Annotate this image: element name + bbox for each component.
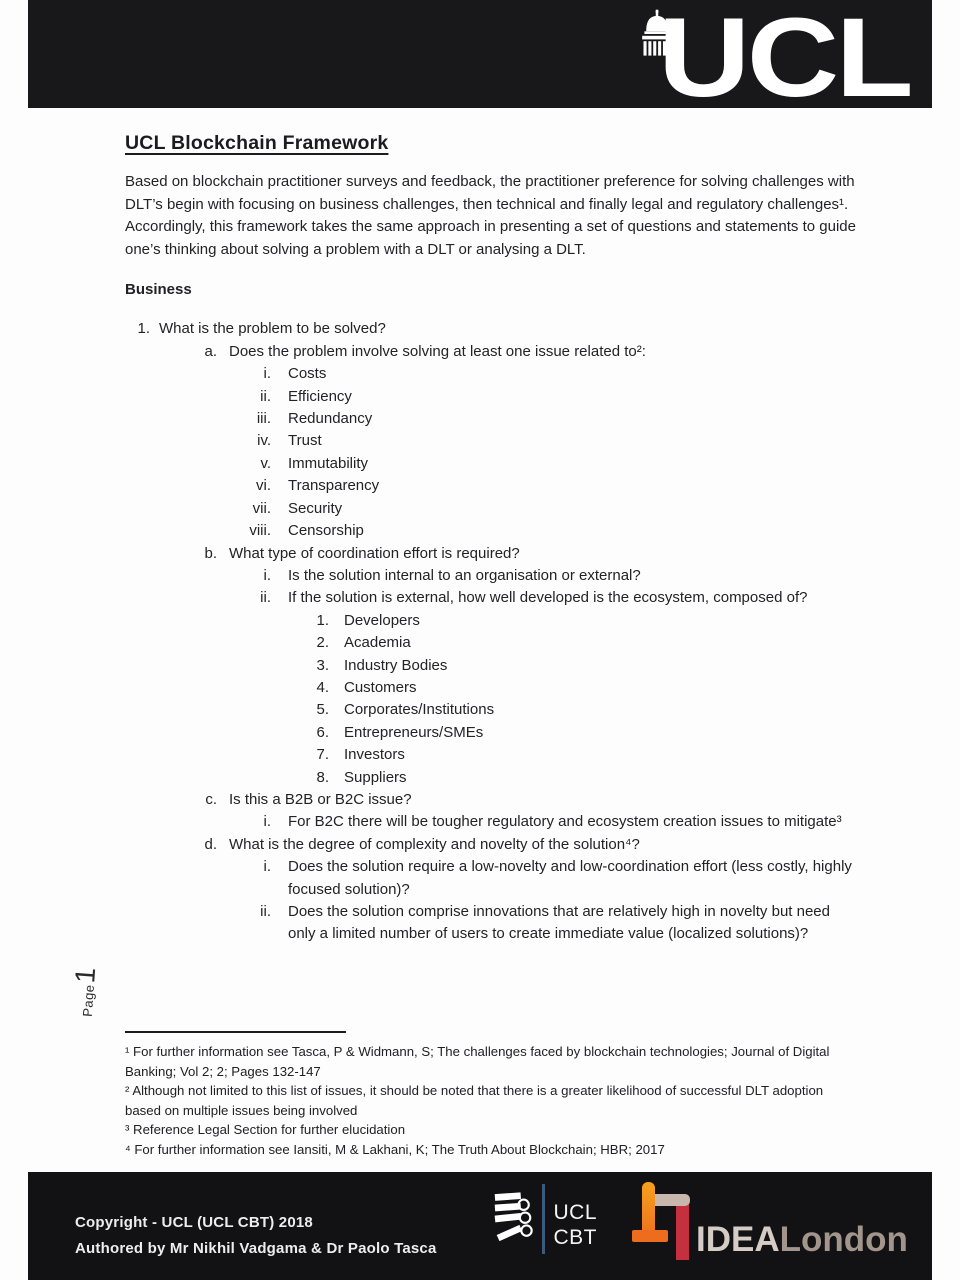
footnote xyxy=(125,1120,839,1140)
page-number-value: 1 xyxy=(68,966,101,985)
list-item xyxy=(125,587,860,609)
list-item-text: Customers xyxy=(344,678,417,696)
footnote-text: ¹ For further information see Tasca, P & Widmann, S; The challenges faced by blockchain technologies; Journal of Digital Banking; Vol 2; 2; Pages 132-147 xyxy=(125,1044,830,1079)
list-item xyxy=(125,632,860,654)
document-body xyxy=(125,108,860,946)
list-item-marker: b. xyxy=(204,544,217,562)
list-item-marker: ii. xyxy=(260,589,271,607)
list-item-marker: vii. xyxy=(252,499,271,517)
list-item-marker: 1. xyxy=(316,611,329,629)
list-item xyxy=(125,543,860,565)
list-item-text: Costs xyxy=(288,365,327,383)
list-item xyxy=(125,565,860,587)
footnote-text: ³ Reference Legal Section for further elucidation xyxy=(125,1122,406,1138)
list-item-marker: 4. xyxy=(316,678,329,696)
footnote-separator xyxy=(125,1031,346,1033)
list-item-text: Immutability xyxy=(288,454,369,472)
list-item-marker: vi. xyxy=(256,477,271,495)
list-item-marker: 8. xyxy=(316,768,329,786)
section-heading-business: Business xyxy=(125,281,192,299)
list-item-text: Trust xyxy=(288,432,322,450)
list-item-marker: a. xyxy=(204,342,217,360)
list-item xyxy=(125,386,860,408)
list-item xyxy=(125,610,860,632)
footnote xyxy=(125,1042,839,1081)
footnote xyxy=(125,1081,839,1120)
list-item-marker: 1. xyxy=(137,320,150,338)
cbt-logo-line1: UCL xyxy=(553,1201,598,1224)
list-item xyxy=(125,834,860,856)
list-item-marker: i. xyxy=(263,813,271,831)
footnote-list xyxy=(125,1042,839,1160)
copyright-line1: Copyright - UCL (UCL CBT) 2018 xyxy=(75,1214,313,1231)
list-item-text: Redundancy xyxy=(288,410,373,428)
footnote xyxy=(125,1140,839,1160)
footnote-text: ² Although not limited to this list of issues, it should be noted that there is a greater likelihood of successful DLT adoption based on multiple issues being involved xyxy=(125,1083,824,1118)
list-item xyxy=(125,699,860,721)
list-item-text: Does the solution comprise innovations that are relatively high in novelty but need only a limited number of users to create immediate value (localized solutions)? xyxy=(288,903,830,943)
list-item-marker: 2. xyxy=(316,634,329,652)
list-item xyxy=(125,363,860,385)
list-item-marker: iv. xyxy=(257,432,271,450)
page-number-box xyxy=(44,952,124,1032)
list-item-marker: i. xyxy=(263,365,271,383)
footer-banner xyxy=(28,1172,932,1280)
list-item-marker: c. xyxy=(205,790,217,808)
idealondon-text xyxy=(696,1222,908,1257)
list-item xyxy=(125,475,860,497)
page-number-label: Page xyxy=(79,983,97,1018)
list-item-text: Investors xyxy=(344,746,405,764)
list-item-text: Industry Bodies xyxy=(344,656,448,674)
list-item xyxy=(125,744,860,766)
cbt-logo-divider xyxy=(542,1184,545,1254)
cbt-blockchain-icon xyxy=(492,1184,538,1260)
list-item-marker: i. xyxy=(263,566,271,584)
copyright-block xyxy=(75,1210,437,1262)
cbt-logo-text xyxy=(554,1200,598,1250)
list-item-text: Transparency xyxy=(288,477,380,495)
list-item xyxy=(125,655,860,677)
idealondon-text-london: London xyxy=(779,1220,908,1259)
idealondon-glyph-icon xyxy=(632,1178,696,1270)
list-item xyxy=(125,408,860,430)
page-title: UCL Blockchain Framework xyxy=(125,132,389,154)
list-item xyxy=(125,789,860,811)
list-item-text: Efficiency xyxy=(288,387,352,405)
footnote-text: ⁴ For further information see Iansiti, M & Lakhani, K; The Truth About Blockchain; HBR; 2017 xyxy=(125,1141,665,1157)
list-item-marker: 6. xyxy=(316,723,329,741)
list-item xyxy=(125,498,860,520)
list-item xyxy=(125,318,860,340)
list-item-marker: 5. xyxy=(316,701,329,719)
list-item-text: Does the problem involve solving at least one issue related to²: xyxy=(229,342,646,360)
list-item-text: For B2C there will be tougher regulatory and ecosystem creation issues to mitigate³ xyxy=(288,813,842,831)
list-item-marker: 3. xyxy=(316,656,329,674)
list-item xyxy=(125,453,860,475)
list-item xyxy=(125,430,860,452)
list-item xyxy=(125,811,860,833)
idealondon-logo xyxy=(632,1178,908,1270)
ucl-cbt-logo xyxy=(492,1184,597,1260)
list-item-text: What is the problem to be solved? xyxy=(159,320,386,338)
list-item-text: Does the solution require a low-novelty and low-coordination effort (less costly, highly focused solution)? xyxy=(288,858,852,898)
list-item-text: Corporates/Institutions xyxy=(344,701,495,719)
copyright-line2: Authored by Mr Nikhil Vadgama & Dr Paolo Tasca xyxy=(75,1240,437,1257)
page-number xyxy=(66,966,101,1017)
list-item-marker: v. xyxy=(260,454,271,472)
list-item xyxy=(125,341,860,363)
list-item-marker: viii. xyxy=(249,522,271,540)
list-item-marker: 7. xyxy=(316,746,329,764)
ucl-logo xyxy=(639,0,910,120)
list-item-text: Academia xyxy=(344,634,411,652)
list-item-marker: i. xyxy=(263,858,271,876)
idealondon-text-idea: IDEA xyxy=(696,1220,780,1259)
outline-list xyxy=(125,318,860,945)
list-item-marker: iii. xyxy=(256,410,271,428)
list-item xyxy=(125,901,860,946)
list-item xyxy=(125,767,860,789)
list-item-text: Is the solution internal to an organisation or external? xyxy=(288,566,641,584)
list-item-text: Suppliers xyxy=(344,768,407,786)
header-banner xyxy=(28,0,932,120)
footnotes-section xyxy=(125,1031,839,1160)
list-item xyxy=(125,856,860,901)
list-item xyxy=(125,677,860,699)
list-item-text: Is this a B2B or B2C issue? xyxy=(229,790,412,808)
list-item-text: Entrepreneurs/SMEs xyxy=(344,723,484,741)
ucl-logo-text: UCL xyxy=(657,0,910,120)
list-item xyxy=(125,722,860,744)
list-item-text: What type of coordination effort is required? xyxy=(229,544,520,562)
list-item-text: What is the degree of complexity and novelty of the solution⁴? xyxy=(229,835,640,853)
intro-paragraph: Based on blockchain practitioner surveys and feedback, the practitioner preference for solving challenges with DLT’s begin with focusing on business challenges, then technical and finally legal and regulatory challenges¹. Accordingly, this framework takes the same approach in presenting a set of questions and statements to guide one’s thinking about solving a problem with a DLT or analysing a DLT. xyxy=(125,173,856,258)
list-item xyxy=(125,520,860,542)
list-item-marker: d. xyxy=(204,835,217,853)
cbt-logo-line2: CBT xyxy=(553,1226,597,1249)
list-item-text: If the solution is external, how well developed is the ecosystem, composed of? xyxy=(288,589,808,607)
list-item-marker: ii. xyxy=(260,387,271,405)
list-item-marker: ii. xyxy=(260,903,271,920)
list-item-text: Censorship xyxy=(288,522,364,540)
list-item-text: Developers xyxy=(344,611,420,629)
list-item-text: Security xyxy=(288,499,343,517)
